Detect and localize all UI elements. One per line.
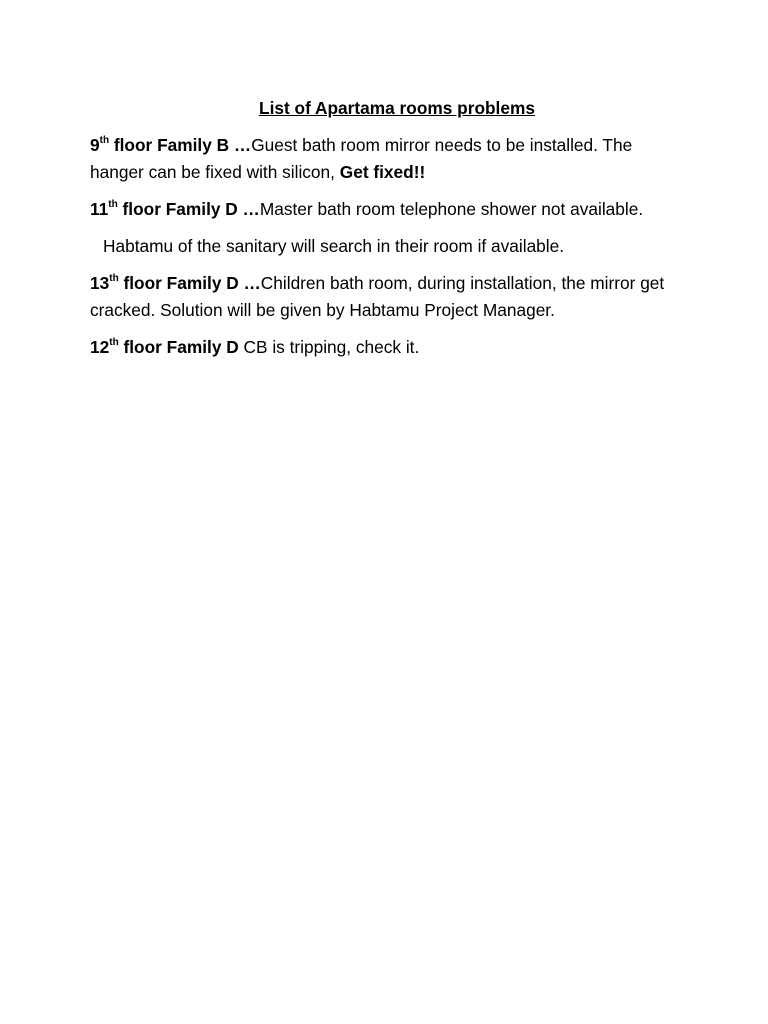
- floor-family-label: floor Family B …: [109, 135, 252, 155]
- document-page: [90, 95, 690, 371]
- floor-number: 11: [90, 199, 109, 219]
- floor-family-label: floor Family D: [118, 337, 244, 357]
- floor-number: 9: [90, 135, 100, 155]
- entry-heading: [90, 273, 261, 293]
- issue-entry-13th-floor: [90, 270, 690, 324]
- entry-heading: [90, 135, 251, 155]
- issue-emphasis: Get fixed!!: [339, 162, 426, 182]
- floor-family-label: floor Family D …: [117, 199, 260, 219]
- issue-description: Children bath room, during installation, the mirror get cracked. Solution will be given by Habtamu Project Manager.: [90, 273, 665, 320]
- floor-number: 13: [90, 273, 110, 293]
- floor-number: 12: [90, 337, 110, 357]
- issue-description: Master bath room telephone shower not available.: [259, 199, 644, 219]
- issue-description: Guest bath room mirror needs to be installed. The hanger can be fixed with silicon,: [90, 135, 633, 182]
- issue-note: Habtamu of the sanitary will search in their room if available.: [103, 236, 565, 256]
- floor-ordinal-suffix: th: [109, 337, 119, 349]
- floor-ordinal-suffix: th: [108, 199, 118, 211]
- document-title: List of Apartama rooms problems: [259, 98, 535, 118]
- issue-description: CB is tripping, check it.: [243, 337, 420, 357]
- issue-entry-9th-floor: [90, 132, 690, 186]
- floor-family-label: floor Family D …: [118, 273, 261, 293]
- floor-ordinal-suffix: th: [109, 273, 119, 285]
- entry-heading: [90, 199, 260, 219]
- issue-entry-11th-floor: [90, 196, 690, 223]
- entry-heading: [90, 337, 244, 357]
- issue-entry-12th-floor: [90, 334, 690, 361]
- floor-ordinal-suffix: th: [99, 135, 110, 147]
